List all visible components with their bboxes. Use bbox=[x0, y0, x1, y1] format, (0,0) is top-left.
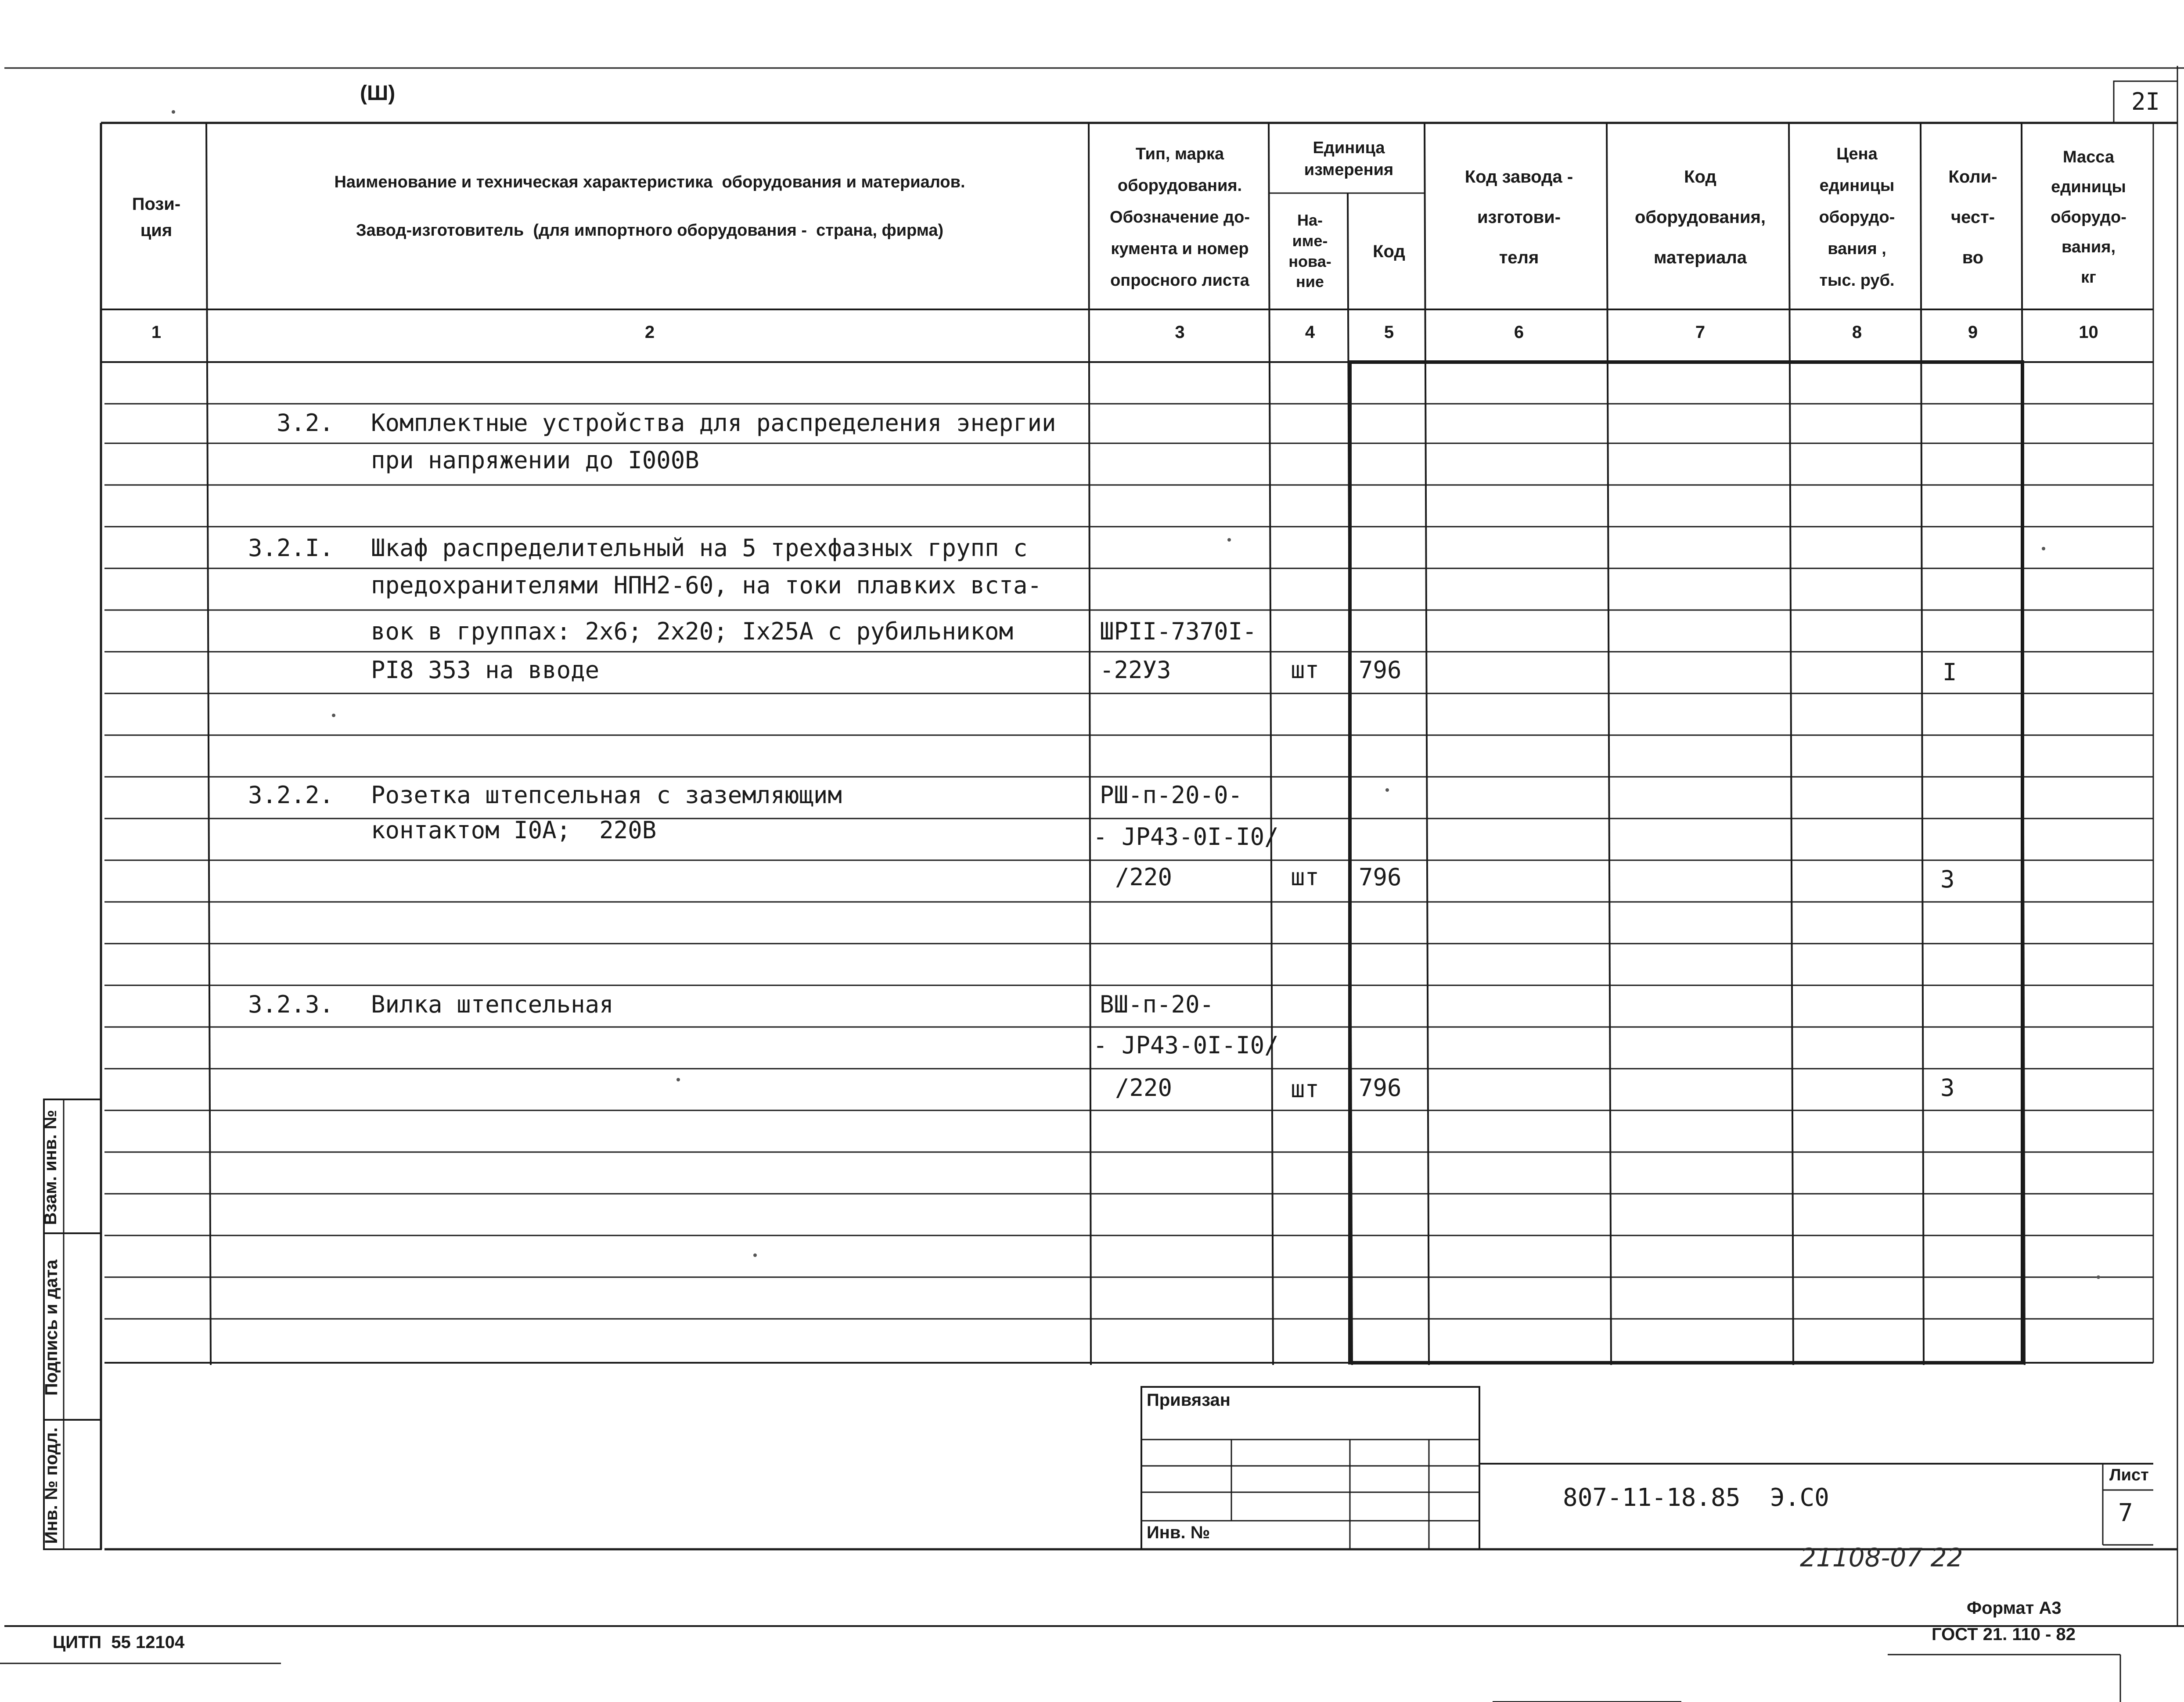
page-corner-number: 2I bbox=[2131, 88, 2160, 115]
col-number-9: 9 bbox=[1968, 323, 1978, 342]
item-position: 3.2. bbox=[277, 409, 334, 437]
footer-format: Формат А3 bbox=[1967, 1598, 2062, 1618]
item-quantity: I bbox=[1943, 658, 1957, 686]
header-price: Цена единицы оборудо- вания , тыс. руб. bbox=[1819, 144, 1895, 290]
item-type-line: /220 bbox=[1115, 863, 1173, 891]
col-number-7: 7 bbox=[1695, 323, 1705, 342]
item-description-line: вок в группах: 2х6; 2х20; Iх25А с рубильником bbox=[371, 618, 1013, 645]
header-unit-name: На- име- нова- ние bbox=[1288, 211, 1331, 291]
item-type-line: ШРII-7370I- bbox=[1100, 618, 1257, 645]
header-factory-code: Код завода - изготови- теля bbox=[1464, 167, 1573, 267]
header-position: Пози- ция bbox=[132, 194, 181, 240]
side-stamp-signature-date: Подпись и дата bbox=[42, 1260, 61, 1396]
handwritten-number: 21108-07 22 bbox=[1800, 1543, 1963, 1573]
sheet-number: 7 bbox=[2118, 1499, 2133, 1527]
col-number-5: 5 bbox=[1384, 323, 1394, 342]
inventory-number-label: Инв. № bbox=[1147, 1523, 1210, 1542]
item-unit: шт bbox=[1291, 656, 1320, 684]
header-type: Тип, марка оборудования. Обозначение до- кумента и номер опросного листа bbox=[1110, 144, 1250, 290]
item-unit-code: 796 bbox=[1359, 656, 1402, 684]
item-description-line: Шкаф распределительный на 5 трехфазных групп с bbox=[371, 534, 1028, 562]
header-mass: Масса единицы оборудо- вания, кг bbox=[2051, 148, 2126, 287]
document-code: 807-11-18.85 Э.С0 bbox=[1563, 1483, 1829, 1512]
header-unit-group: Единица измерения bbox=[1304, 139, 1394, 179]
item-position: 3.2.3. bbox=[248, 991, 334, 1018]
header-quantity: Коли- чест- во bbox=[1948, 167, 1997, 267]
item-unit-code: 796 bbox=[1359, 863, 1402, 891]
col-number-4: 4 bbox=[1305, 323, 1315, 342]
item-unit-code: 796 bbox=[1359, 1074, 1402, 1102]
item-quantity: 3 bbox=[1940, 865, 1955, 893]
header-equipment-code: Код оборудования, материала bbox=[1634, 167, 1766, 267]
item-description-line: предохранителями НПН2-60, на токи плавких вста- bbox=[371, 571, 1042, 599]
item-description-line: Розетка штепсельная с заземляющим bbox=[371, 781, 842, 809]
item-description-line: РI8 353 на вводе bbox=[371, 656, 600, 684]
item-type-line: - ЈР43-0I-I0/ bbox=[1093, 823, 1279, 851]
item-type-line: -22У3 bbox=[1100, 656, 1171, 684]
side-stamp-replacement-inv: Взам. инв. № bbox=[41, 1110, 60, 1225]
bound-label: Привязан bbox=[1147, 1390, 1231, 1410]
item-unit: шт bbox=[1291, 1075, 1320, 1103]
item-description-line: Вилка штепсельная bbox=[371, 991, 614, 1018]
side-stamp-original-inv: Инв. № подл. bbox=[42, 1427, 61, 1544]
sheet-marker: (Ш) bbox=[360, 82, 396, 105]
item-description-line: Комплектные устройства для распределения энергии bbox=[371, 409, 1056, 437]
header-name-line2: Завод-изготовитель (для импортного оборудования - страна, фирма) bbox=[356, 221, 944, 240]
item-type-line: /220 bbox=[1115, 1074, 1173, 1102]
item-position: 3.2.2. bbox=[248, 781, 334, 809]
footer-publisher: ЦИТП 55 12104 bbox=[53, 1633, 185, 1652]
col-number-6: 6 bbox=[1514, 323, 1524, 342]
item-type-line: ВШ-п-20- bbox=[1100, 991, 1214, 1018]
item-position: 3.2.I. bbox=[248, 534, 334, 562]
item-description-line: при напряжении до I000В bbox=[371, 446, 699, 474]
col-number-2: 2 bbox=[644, 323, 655, 342]
item-unit: шт bbox=[1291, 863, 1320, 891]
col-number-8: 8 bbox=[1852, 323, 1862, 342]
item-type-line: РШ-п-20-0- bbox=[1100, 781, 1243, 809]
col-number-3: 3 bbox=[1175, 323, 1185, 342]
footer-gost: ГОСТ 21. 110 - 82 bbox=[1932, 1625, 2076, 1644]
sheet-label: Лист bbox=[2109, 1466, 2149, 1484]
col-number-1: 1 bbox=[151, 323, 162, 342]
item-quantity: 3 bbox=[1940, 1074, 1955, 1102]
header-name-line1: Наименование и техническая характеристика оборудования и материалов. bbox=[334, 172, 965, 191]
header-unit-code: Код bbox=[1373, 241, 1405, 261]
col-number-10: 10 bbox=[2079, 323, 2098, 342]
item-description-line: контактом I0А; 220В bbox=[371, 816, 657, 844]
item-type-line: - ЈР43-0I-I0/ bbox=[1093, 1031, 1279, 1059]
